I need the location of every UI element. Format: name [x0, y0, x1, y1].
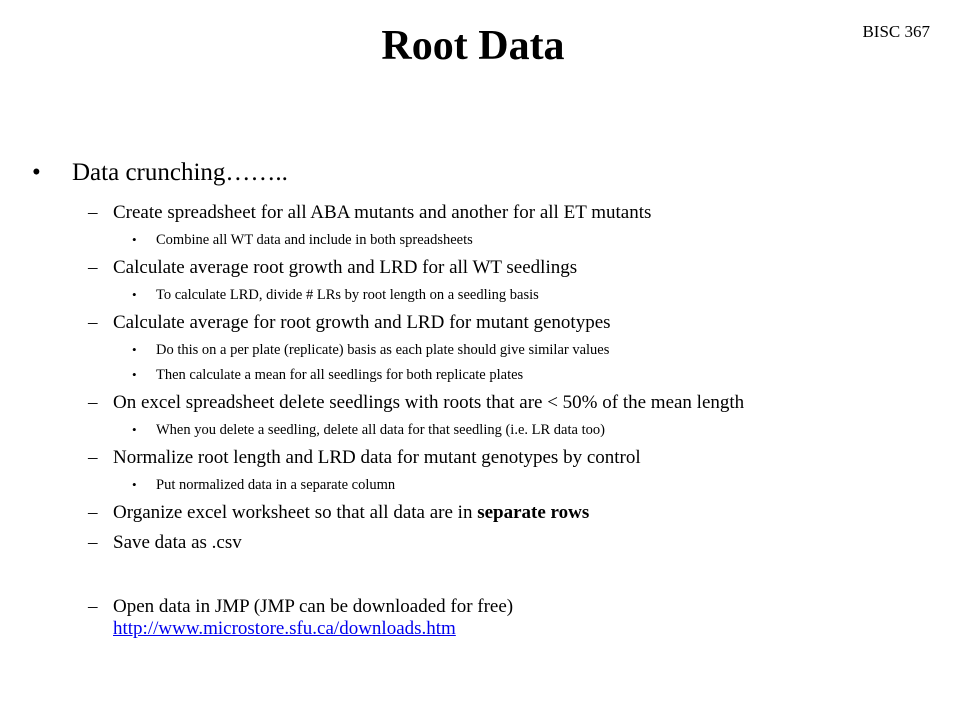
step-1-text: Create spreadsheet for all ABA mutants and another for all ET mutants: [113, 202, 652, 223]
step-4-sub-1: [0, 421, 960, 439]
step-5-text: Normalize root length and LRD data for mutant genotypes by control: [113, 447, 641, 468]
step-6-text: Organize excel worksheet so that all data are in: [113, 502, 478, 523]
dash-marker: –: [88, 257, 98, 278]
bullet-marker: •: [132, 342, 137, 357]
slide-title: Root Data: [381, 23, 565, 69]
bullet-marker: •: [132, 422, 137, 437]
download-link[interactable]: http://www.microstore.sfu.ca/downloads.htm: [113, 618, 456, 639]
step-4-text: On excel spreadsheet delete seedlings with roots that are < 50% of the mean length: [113, 392, 745, 413]
dash-marker: –: [88, 447, 98, 468]
bullet-marker: •: [132, 287, 137, 302]
step-3-text: Calculate average for root growth and LRD for mutant genotypes: [113, 312, 611, 333]
step-5-sub-1: [0, 476, 960, 494]
step-3-sub-2-text: Then calculate a mean for all seedlings for both replicate plates: [156, 367, 524, 383]
step-3: [0, 312, 960, 334]
bullet-marker: •: [132, 232, 137, 247]
step-1-sub-1: [0, 231, 960, 249]
step-2: [0, 257, 960, 279]
dash-marker: –: [88, 202, 98, 223]
main-bullet: [0, 158, 960, 188]
dash-marker: –: [88, 312, 98, 333]
slide-body: [0, 158, 960, 648]
course-code: BISC 367: [862, 22, 930, 41]
step-4: [0, 392, 960, 414]
step-8-text: Open data in JMP (JMP can be downloaded for free): [113, 596, 514, 617]
step-2-sub-1-text: To calculate LRD, divide # LRs by root length on a seedling basis: [156, 287, 539, 303]
dash-marker: –: [88, 502, 98, 523]
dash-marker: –: [88, 392, 98, 413]
step-2-sub-1: [0, 286, 960, 304]
dash-marker: –: [88, 596, 98, 617]
step-2-text: Calculate average root growth and LRD for all WT seedlings: [113, 257, 578, 278]
step-5-sub-1-text: Put normalized data in a separate column: [156, 477, 396, 493]
spacer: [0, 562, 960, 596]
step-8: [0, 596, 960, 640]
bullet-marker: •: [132, 477, 137, 492]
bullet-marker: •: [32, 159, 41, 186]
step-7: [0, 532, 960, 554]
main-bullet-text: Data crunching……..: [72, 159, 288, 186]
step-6: [0, 502, 960, 524]
bullet-marker: •: [132, 367, 137, 382]
step-3-sub-1-text: Do this on a per plate (replicate) basis as each plate should give similar values: [156, 342, 610, 358]
step-1: [0, 202, 960, 224]
step-4-sub-1-text: When you delete a seedling, delete all data for that seedling (i.e. LR data too): [156, 422, 605, 438]
step-3-sub-1: [0, 341, 960, 359]
step-3-sub-2: [0, 366, 960, 384]
dash-marker: –: [88, 532, 98, 553]
step-1-sub-1-text: Combine all WT data and include in both spreadsheets: [156, 232, 473, 248]
step-7-text: Save data as .csv: [113, 532, 242, 553]
step-6-bold-text: separate rows: [477, 502, 590, 523]
step-5: [0, 447, 960, 469]
